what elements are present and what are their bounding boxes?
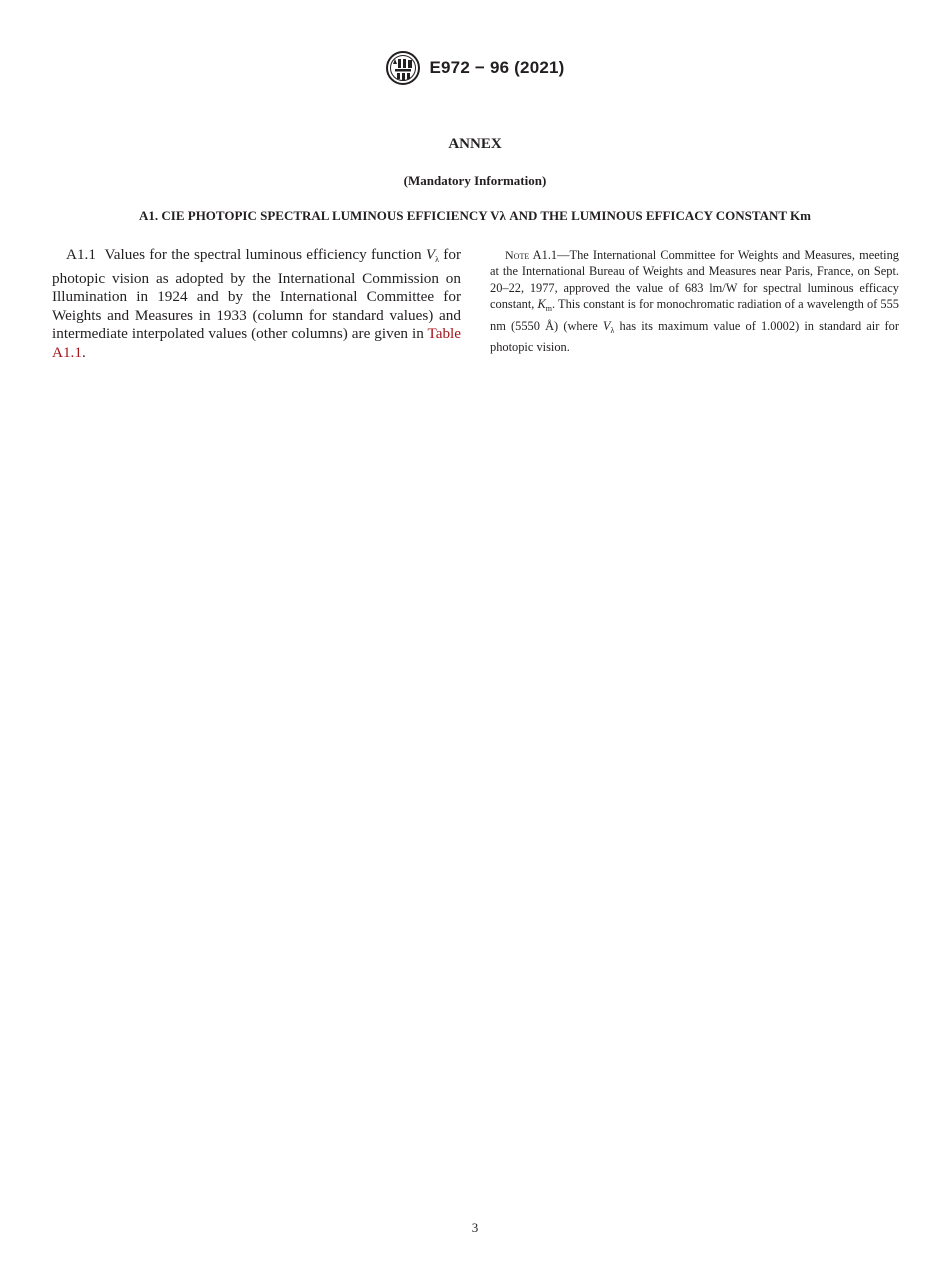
paragraph-text: .	[81, 343, 86, 361]
right-column	[490, 247, 899, 355]
k-symbol: K	[537, 297, 546, 312]
paragraph-text: Values for the spectral luminous efficiency function	[104, 246, 426, 263]
v-symbol: V	[425, 246, 436, 263]
note-text: —The International Committee for Weights and Measures, meeting at the International Bureau of Weights and Measures near Paris, France, on Sept. 20–22, 1977, approved the value of 683 lm/W for spectral luminous efficacy constant,	[490, 248, 899, 312]
annex-title: ANNEX	[448, 136, 502, 152]
v-symbol: V	[602, 318, 611, 333]
table-a1-1-link[interactable]: Table A1.1	[52, 325, 461, 361]
left-column	[52, 246, 461, 363]
note-text: has its maximum value of 1.0002) in standard air for photopic vision.	[490, 318, 899, 355]
document-designation: E972 − 96 (2021)	[429, 58, 565, 77]
page-header	[0, 50, 950, 86]
note-label: Note	[505, 248, 530, 262]
page-number: 3	[471, 1220, 479, 1235]
k-subscript: m	[545, 304, 553, 314]
astm-logo-icon	[385, 50, 421, 86]
annex-subtitle: (Mandatory Information)	[403, 173, 547, 188]
paragraph-number: A1.1	[66, 246, 96, 263]
note-text: . This constant is for monochromatic radiation of a wavelength of 555 nm (5550 Å) (where	[490, 297, 899, 333]
v-subscript: λ	[610, 325, 615, 335]
note-a1-1	[490, 247, 899, 355]
v-subscript: λ	[435, 255, 440, 264]
paragraph-text: for photopic vision as adopted by the International Commission on Illumination in 1924 and by the International Committee for Weights and Measures in 1933 (column for standard values) and intermediate interpolated values (other columns) are given in	[52, 246, 461, 343]
paragraph-a1-1	[52, 246, 461, 363]
section-heading: A1. CIE PHOTOPIC SPECTRAL LUMINOUS EFFICIENCY Vλ AND THE LUMINOUS EFFICACY CONSTANT Km	[139, 208, 811, 223]
note-number: A1.1	[532, 248, 558, 262]
